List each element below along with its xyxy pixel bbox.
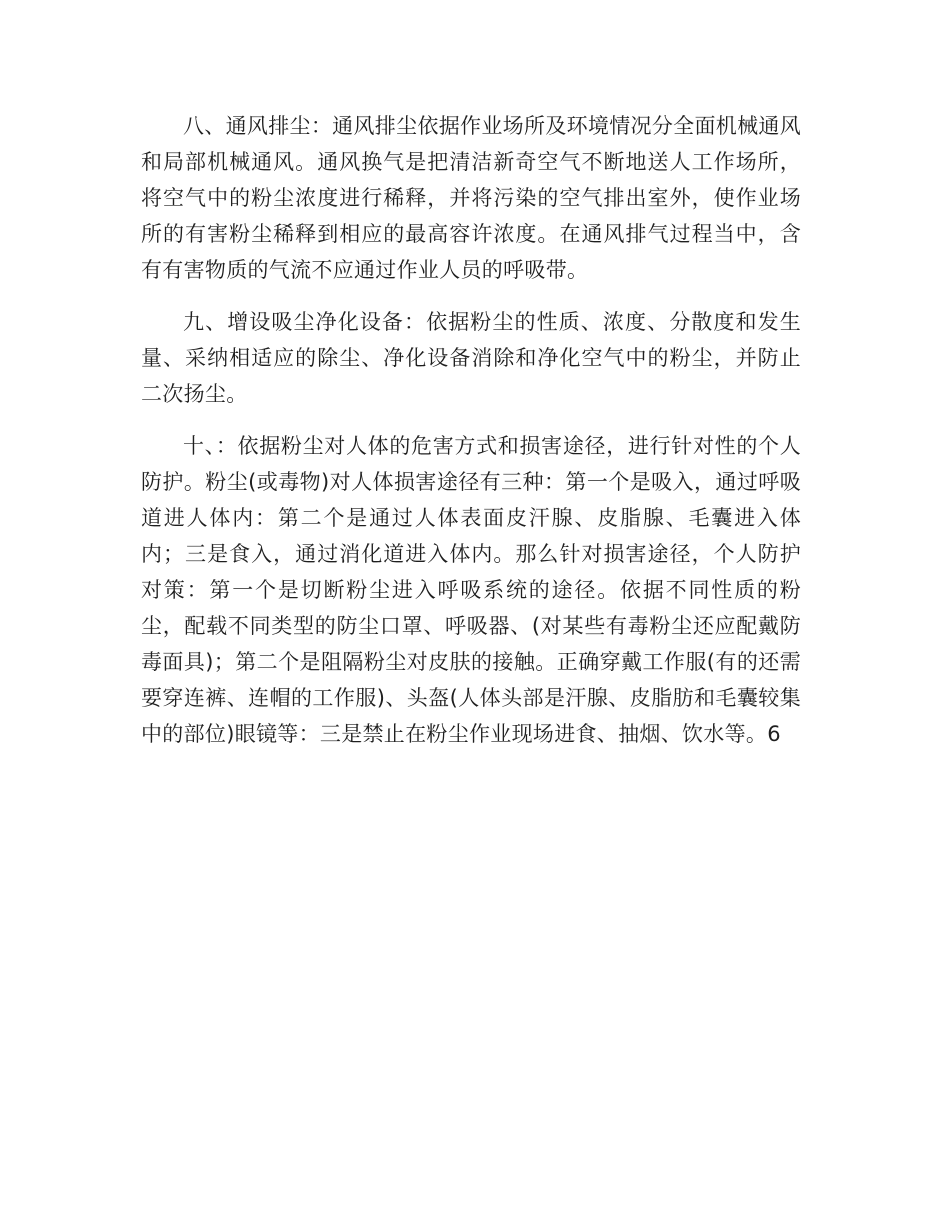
paragraph-dust-purification: 九、增设吸尘净化设备：依据粉尘的性质、浓度、分散度和发生量、采纳相适应的除尘、净化设备消除和净化空气中的粉尘，并防止二次扬尘。 (141, 310, 801, 406)
paragraph-personal-protection: 十、：依据粉尘对人体的危害方式和损害途径，进行针对性的个人防护。粉尘(或毒物)对人体损害途径有三种：第一个是吸入，通过呼吸道进人体内：第二个是通过人体表面皮汗腺、皮脂腺、毛囊进入体内；三是食入，通过消化道进入体内。那么针对损害途径，个人防护对策：第一个是切断粉尘进入呼吸系统的途径。依据不同性质的粉尘，配载不同类型的防尘口罩、呼吸器、(对某些有毒粉尘还应配戴防毒面具)；第二个是阻隔粉尘对皮肤的接触。正确穿戴工作服(有的还需要穿连裤、连帽的工作服)、头盔(人体头部是汗腺、皮脂肪和毛囊较集中的部位)眼镜等：三是禁止在粉尘作业现场进食、抽烟、饮水等。6 (141, 434, 801, 746)
paragraph-ventilation: 八、通风排尘：通风排尘依据作业场所及环境情况分全面机械通风和局部机械通风。通风换气是把清洁新奇空气不断地送人工作场所，将空气中的粉尘浓度进行稀释，并将污染的空气排出室外，使作业场所的有害粉尘稀释到相应的最高容许浓度。在通风排气过程当中，含有有害物质的气流不应通过作业人员的呼吸带。 (141, 114, 801, 282)
document-body (141, 108, 801, 768)
